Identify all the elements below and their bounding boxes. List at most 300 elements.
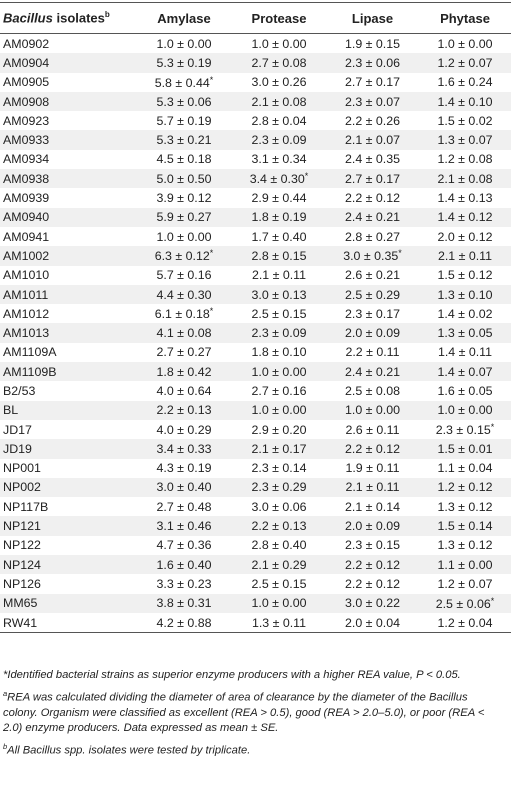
protease-cell <box>232 613 326 633</box>
isolate-cell: AM1012 <box>3 306 50 321</box>
table-row <box>0 266 511 285</box>
protease-value: 1.7 ± 0.40 <box>251 229 307 244</box>
isolate-cell: NP002 <box>0 478 136 497</box>
protease-value: 1.0 ± 0.00 <box>251 36 307 51</box>
lipase-cell <box>326 246 419 265</box>
lipase-cell <box>326 516 419 535</box>
lipase-cell <box>326 362 419 381</box>
lipase-cell <box>326 227 419 246</box>
phytase-value: 1.5 ± 0.02 <box>437 113 493 128</box>
lipase-value: 2.7 ± 0.17 <box>344 171 401 186</box>
lipase-cell <box>326 574 419 593</box>
table-row <box>0 169 511 188</box>
amylase-value: 1.0 ± 0.00 <box>156 229 212 244</box>
lipase-value: 2.4 ± 0.35 <box>344 152 401 167</box>
table-row <box>0 227 511 246</box>
phytase-cell <box>419 497 511 516</box>
lipase-cell <box>326 150 419 169</box>
lipase-cell <box>326 266 419 285</box>
lipase-cell <box>326 497 419 516</box>
phytase-cell <box>419 516 511 535</box>
amylase-cell <box>136 574 232 593</box>
phytase-cell <box>419 536 511 555</box>
phytase-value: 1.1 ± 0.04 <box>437 461 493 476</box>
table-row <box>0 459 511 478</box>
superior-marker: * <box>490 422 495 433</box>
lipase-cell <box>326 73 419 92</box>
protease-value: 3.0 ± 0.13 <box>251 287 307 302</box>
lipase-value: 3.0 ± 0.35 <box>343 249 399 264</box>
phytase-value: 1.4 ± 0.10 <box>437 94 493 109</box>
lipase-cell <box>326 420 419 439</box>
isolate-cell: JD17 <box>3 422 32 437</box>
isolate-cell: NP001 <box>3 461 41 476</box>
superior-marker: * <box>209 74 214 85</box>
lipase-cell <box>326 594 419 613</box>
lipase-value: 2.2 ± 0.11 <box>345 345 400 360</box>
protease-value: 2.9 ± 0.44 <box>251 191 307 206</box>
lipase-value: 2.3 ± 0.07 <box>344 94 401 109</box>
lipase-value: 2.5 ± 0.29 <box>344 287 401 302</box>
lipase-value: 3.0 ± 0.22 <box>344 596 401 611</box>
protease-cell <box>232 401 326 420</box>
phytase-cell <box>419 555 511 574</box>
phytase-cell <box>419 169 511 188</box>
amylase-value: 6.3 ± 0.12 <box>154 249 210 264</box>
phytase-value: 1.2 ± 0.04 <box>437 615 493 630</box>
isolate-cell: AM1002 <box>0 246 136 265</box>
protease-cell <box>232 459 326 478</box>
phytase-value: 1.4 ± 0.11 <box>437 345 493 360</box>
isolate-cell: NP122 <box>3 538 41 553</box>
isolate-cell: BL <box>0 401 136 420</box>
header-protease: Protease <box>232 3 326 34</box>
table-row <box>0 536 511 555</box>
lipase-value: 2.0 ± 0.09 <box>344 326 401 341</box>
isolate-cell: AM0934 <box>3 152 50 167</box>
amylase-value: 4.5 ± 0.18 <box>156 152 212 167</box>
lipase-cell <box>326 34 419 54</box>
amylase-cell <box>136 459 232 478</box>
table-row <box>0 574 511 593</box>
protease-value: 2.7 ± 0.16 <box>251 383 307 398</box>
isolate-cell: AM0904 <box>0 53 136 72</box>
amylase-cell <box>136 73 232 92</box>
amylase-value: 4.3 ± 0.19 <box>156 461 212 476</box>
amylase-cell <box>136 130 232 149</box>
table-row <box>0 343 511 362</box>
phytase-cell <box>419 323 511 342</box>
protease-cell <box>232 111 326 130</box>
protease-value: 3.4 ± 0.30 <box>249 172 305 187</box>
table-row <box>0 594 511 613</box>
table-row <box>0 555 511 574</box>
phytase-cell <box>419 150 511 169</box>
protease-cell <box>232 130 326 149</box>
phytase-value: 1.6 ± 0.05 <box>437 383 493 398</box>
phytase-value: 1.4 ± 0.07 <box>437 364 493 379</box>
phytase-cell <box>419 246 511 265</box>
amylase-value: 4.0 ± 0.29 <box>156 422 212 437</box>
protease-value: 3.1 ± 0.34 <box>251 152 307 167</box>
lipase-value: 2.1 ± 0.14 <box>344 499 401 514</box>
phytase-cell <box>419 111 511 130</box>
table-row <box>0 188 511 207</box>
phytase-cell <box>419 459 511 478</box>
amylase-cell <box>136 555 232 574</box>
table-row <box>0 304 511 323</box>
table-header <box>0 3 511 34</box>
protease-value: 2.8 ± 0.40 <box>251 538 307 553</box>
phytase-value: 1.2 ± 0.08 <box>437 152 493 167</box>
amylase-cell <box>136 169 232 188</box>
protease-cell <box>232 343 326 362</box>
lipase-cell <box>326 208 419 227</box>
phytase-value: 1.3 ± 0.07 <box>437 133 493 148</box>
isolate-cell: MM65 <box>0 594 136 613</box>
amylase-cell <box>136 266 232 285</box>
protease-cell <box>232 574 326 593</box>
lipase-cell <box>326 381 419 400</box>
protease-cell <box>232 516 326 535</box>
lipase-value: 2.3 ± 0.06 <box>344 55 401 70</box>
amylase-value: 3.3 ± 0.23 <box>156 576 212 591</box>
amylase-cell <box>136 594 232 613</box>
amylase-cell <box>136 92 232 111</box>
protease-cell <box>232 53 326 72</box>
header-amylase: Amylase <box>136 3 232 34</box>
amylase-value: 4.7 ± 0.36 <box>156 538 212 553</box>
phytase-value: 1.0 ± 0.00 <box>437 403 493 418</box>
amylase-value: 4.0 ± 0.64 <box>156 383 212 398</box>
protease-cell <box>232 594 326 613</box>
table-row <box>0 246 511 265</box>
protease-value: 2.3 ± 0.09 <box>251 326 307 341</box>
lipase-cell <box>326 439 419 458</box>
footnote-b: $^b$All Bacillus spp. isolates were tested by triplicate. <box>3 741 251 757</box>
protease-value: 2.3 ± 0.14 <box>251 461 307 476</box>
isolate-cell: AM0939 <box>3 191 50 206</box>
amylase-cell <box>136 536 232 555</box>
amylase-value: 5.3 ± 0.19 <box>156 55 212 70</box>
table-row <box>0 613 511 633</box>
table-row <box>0 111 511 130</box>
table-row <box>0 34 511 54</box>
phytase-cell <box>419 34 511 54</box>
isolate-cell: JD19 <box>0 439 136 458</box>
protease-value: 1.3 ± 0.11 <box>251 615 307 630</box>
amylase-value: 3.9 ± 0.12 <box>156 191 212 206</box>
table-row <box>0 497 511 516</box>
phytase-cell <box>419 343 511 362</box>
lipase-value: 2.2 ± 0.12 <box>344 191 401 206</box>
protease-value: 1.8 ± 0.10 <box>251 345 307 360</box>
amylase-cell <box>136 34 232 54</box>
isolate-cell: AM0923 <box>3 113 50 128</box>
protease-cell <box>232 169 326 188</box>
phytase-cell <box>419 304 511 323</box>
lipase-value: 2.0 ± 0.09 <box>344 519 401 534</box>
protease-cell <box>232 362 326 381</box>
isolate-cell: AM1013 <box>0 323 136 342</box>
phytase-value: 1.5 ± 0.12 <box>437 268 493 283</box>
table-body <box>0 34 511 633</box>
phytase-cell <box>419 362 511 381</box>
phytase-value: 2.1 ± 0.08 <box>437 171 493 186</box>
protease-value: 2.8 ± 0.15 <box>251 248 307 263</box>
amylase-cell <box>136 497 232 516</box>
amylase-value: 3.0 ± 0.40 <box>156 480 212 495</box>
protease-value: 1.0 ± 0.00 <box>251 364 307 379</box>
isolate-cell: NP121 <box>0 516 136 535</box>
phytase-cell <box>419 613 511 633</box>
protease-cell <box>232 323 326 342</box>
amylase-value: 5.3 ± 0.06 <box>156 94 212 109</box>
lipase-cell <box>326 92 419 111</box>
amylase-cell <box>136 111 232 130</box>
superior-marker: * <box>209 248 214 259</box>
phytase-cell <box>419 285 511 304</box>
lipase-value: 2.2 ± 0.12 <box>344 441 401 456</box>
isolate-cell: AM0908 <box>0 92 136 111</box>
isolate-cell: B2/53 <box>3 383 36 398</box>
protease-cell <box>232 497 326 516</box>
phytase-value: 1.5 ± 0.14 <box>437 519 493 534</box>
phytase-value: 1.3 ± 0.12 <box>437 538 493 553</box>
isolate-cell: AM1109B <box>0 362 136 381</box>
isolate-cell: AM0905 <box>3 75 50 90</box>
protease-cell <box>232 227 326 246</box>
isolate-cell: AM0941 <box>3 229 50 244</box>
phytase-cell <box>419 266 511 285</box>
protease-value: 1.8 ± 0.19 <box>251 210 307 225</box>
isolate-cell: NP126 <box>3 576 41 591</box>
table-row <box>0 478 511 497</box>
table-row <box>0 130 511 149</box>
table-row <box>0 362 511 381</box>
lipase-cell <box>326 343 419 362</box>
protease-cell <box>232 478 326 497</box>
phytase-value: 1.4 ± 0.12 <box>437 210 493 225</box>
lipase-value: 1.9 ± 0.11 <box>345 461 400 476</box>
lipase-value: 2.1 ± 0.11 <box>345 480 400 495</box>
phytase-cell <box>419 53 511 72</box>
protease-value: 2.1 ± 0.08 <box>251 94 307 109</box>
protease-value: 2.8 ± 0.04 <box>251 113 307 128</box>
phytase-value: 1.2 ± 0.07 <box>437 576 493 591</box>
lipase-cell <box>326 111 419 130</box>
phytase-value: 1.4 ± 0.13 <box>437 191 493 206</box>
lipase-cell <box>326 401 419 420</box>
amylase-cell <box>136 478 232 497</box>
table-row <box>0 439 511 458</box>
protease-value: 2.3 ± 0.09 <box>251 133 307 148</box>
phytase-cell <box>419 594 511 613</box>
isolate-cell: AM1011 <box>0 285 136 304</box>
protease-cell <box>232 150 326 169</box>
protease-cell <box>232 266 326 285</box>
isolate-cell: NP117B <box>3 499 49 514</box>
table-row <box>0 401 511 420</box>
protease-cell <box>232 188 326 207</box>
phytase-value: 1.6 ± 0.24 <box>437 75 493 90</box>
protease-cell <box>232 381 326 400</box>
table-row <box>0 208 511 227</box>
lipase-cell <box>326 536 419 555</box>
lipase-value: 2.7 ± 0.17 <box>344 75 401 90</box>
amylase-cell <box>136 304 232 323</box>
phytase-value: 1.3 ± 0.05 <box>437 326 493 341</box>
lipase-value: 2.6 ± 0.11 <box>345 422 400 437</box>
isolate-cell: AM0940 <box>0 208 136 227</box>
protease-cell <box>232 208 326 227</box>
lipase-value: 2.2 ± 0.12 <box>344 576 401 591</box>
amylase-value: 1.8 ± 0.42 <box>156 364 212 379</box>
protease-value: 1.0 ± 0.00 <box>251 596 307 611</box>
protease-value: 1.0 ± 0.00 <box>251 403 307 418</box>
protease-cell <box>232 34 326 54</box>
amylase-value: 5.0 ± 0.50 <box>156 171 212 186</box>
amylase-value: 2.7 ± 0.27 <box>156 345 212 360</box>
lipase-value: 2.0 ± 0.04 <box>344 615 401 630</box>
lipase-value: 2.8 ± 0.27 <box>344 229 401 244</box>
amylase-cell <box>136 362 232 381</box>
lipase-cell <box>326 285 419 304</box>
table-row <box>0 285 511 304</box>
phytase-value: 1.3 ± 0.12 <box>437 499 493 514</box>
phytase-value: 1.3 ± 0.10 <box>437 287 493 302</box>
lipase-value: 2.2 ± 0.12 <box>344 557 401 572</box>
phytase-value: 1.5 ± 0.01 <box>437 441 493 456</box>
phytase-value: 1.2 ± 0.07 <box>437 55 493 70</box>
phytase-cell <box>419 130 511 149</box>
amylase-cell <box>136 420 232 439</box>
amylase-value: 5.7 ± 0.16 <box>156 268 212 283</box>
table-row <box>0 73 511 92</box>
amylase-value: 5.9 ± 0.27 <box>156 210 212 225</box>
lipase-value: 2.4 ± 0.21 <box>344 364 401 379</box>
amylase-cell <box>136 227 232 246</box>
protease-cell <box>232 285 326 304</box>
table-row <box>0 323 511 342</box>
amylase-value: 1.0 ± 0.00 <box>156 36 212 51</box>
amylase-value: 5.3 ± 0.21 <box>156 133 212 148</box>
amylase-cell <box>136 516 232 535</box>
amylase-cell <box>136 246 232 265</box>
lipase-value: 2.5 ± 0.08 <box>344 383 401 398</box>
lipase-cell <box>326 555 419 574</box>
amylase-cell <box>136 343 232 362</box>
phytase-cell <box>419 381 511 400</box>
phytase-cell <box>419 227 511 246</box>
amylase-cell <box>136 188 232 207</box>
lipase-cell <box>326 169 419 188</box>
superior-marker: * <box>398 248 402 259</box>
isolate-cell: AM0933 <box>0 130 136 149</box>
lipase-cell <box>326 130 419 149</box>
protease-cell <box>232 73 326 92</box>
protease-cell <box>232 92 326 111</box>
protease-cell <box>232 536 326 555</box>
lipase-value: 2.4 ± 0.21 <box>344 210 401 225</box>
phytase-value: 1.2 ± 0.12 <box>437 480 493 495</box>
lipase-value: 2.1 ± 0.07 <box>344 133 401 148</box>
amylase-value: 2.7 ± 0.48 <box>156 499 212 514</box>
protease-value: 2.1 ± 0.17 <box>251 441 307 456</box>
protease-cell <box>232 555 326 574</box>
protease-value: 2.1 ± 0.11 <box>251 268 307 283</box>
superior-marker: * <box>490 595 495 606</box>
footnote-a: $^a$REA was calculated dividing the diameter of area of clearance by the diameter of the Bacillus colony. Organism were classified as excellent (REA > 0.5), good (REA > 2.0–5.0), or poor (REA < 2.0) enzyme producers. Data expressed as mean ± SE. <box>3 689 485 734</box>
protease-value: 3.0 ± 0.26 <box>251 75 307 90</box>
amylase-value: 5.8 ± 0.44 <box>154 75 210 90</box>
header-isolates: Bacillus isolates$^b$ <box>0 3 136 34</box>
protease-cell <box>232 246 326 265</box>
phytase-cell <box>419 208 511 227</box>
table-row <box>0 92 511 111</box>
protease-cell <box>232 304 326 323</box>
amylase-value: 1.6 ± 0.40 <box>156 557 212 572</box>
lipase-value: 2.6 ± 0.21 <box>344 268 401 283</box>
amylase-cell <box>136 613 232 633</box>
amylase-value: 4.4 ± 0.30 <box>156 287 212 302</box>
protease-value: 2.5 ± 0.15 <box>251 576 307 591</box>
amylase-cell <box>136 401 232 420</box>
table-row <box>0 150 511 169</box>
amylase-value: 4.2 ± 0.88 <box>156 615 212 630</box>
lipase-cell <box>326 188 419 207</box>
table-row <box>0 53 511 72</box>
amylase-value: 3.1 ± 0.46 <box>156 519 212 534</box>
footnote-star: *Identified bacterial strains as superior enzyme producers with a higher REA value, P < 0.05. <box>3 669 461 681</box>
isolate-cell: AM0938 <box>0 169 136 188</box>
header-phytase: Phytase <box>419 3 511 34</box>
lipase-cell <box>326 613 419 633</box>
lipase-value: 1.9 ± 0.15 <box>344 36 401 51</box>
amylase-cell <box>136 150 232 169</box>
protease-value: 3.0 ± 0.06 <box>251 499 307 514</box>
amylase-value: 4.1 ± 0.08 <box>156 326 212 341</box>
table-row <box>0 381 511 400</box>
phytase-cell <box>419 420 511 439</box>
lipase-value: 1.0 ± 0.00 <box>344 403 401 418</box>
lipase-value: 2.2 ± 0.26 <box>344 113 401 128</box>
amylase-value: 5.7 ± 0.19 <box>156 113 212 128</box>
phytase-value: 2.5 ± 0.06 <box>435 596 491 611</box>
amylase-cell <box>136 53 232 72</box>
superior-marker: * <box>304 171 309 182</box>
header-row <box>0 3 511 34</box>
phytase-value: 1.0 ± 0.00 <box>437 36 493 51</box>
phytase-value: 2.1 ± 0.11 <box>437 248 493 263</box>
isolate-cell: NP124 <box>0 555 136 574</box>
protease-value: 2.9 ± 0.20 <box>251 422 307 437</box>
lipase-value: 2.3 ± 0.17 <box>344 306 401 321</box>
protease-value: 2.7 ± 0.08 <box>251 55 307 70</box>
isolate-cell: AM1109A <box>3 345 57 360</box>
amylase-cell <box>136 323 232 342</box>
protease-cell <box>232 439 326 458</box>
isolate-cell: AM0902 <box>3 36 50 51</box>
table-row <box>0 420 511 439</box>
protease-value: 2.1 ± 0.29 <box>251 557 307 572</box>
phytase-value: 2.0 ± 0.12 <box>437 229 493 244</box>
isolate-cell: RW41 <box>0 613 136 633</box>
amylase-value: 2.2 ± 0.13 <box>156 403 212 418</box>
isolate-cell: AM1010 <box>3 268 50 283</box>
amylase-cell <box>136 381 232 400</box>
enzyme-activity-table <box>0 2 511 633</box>
